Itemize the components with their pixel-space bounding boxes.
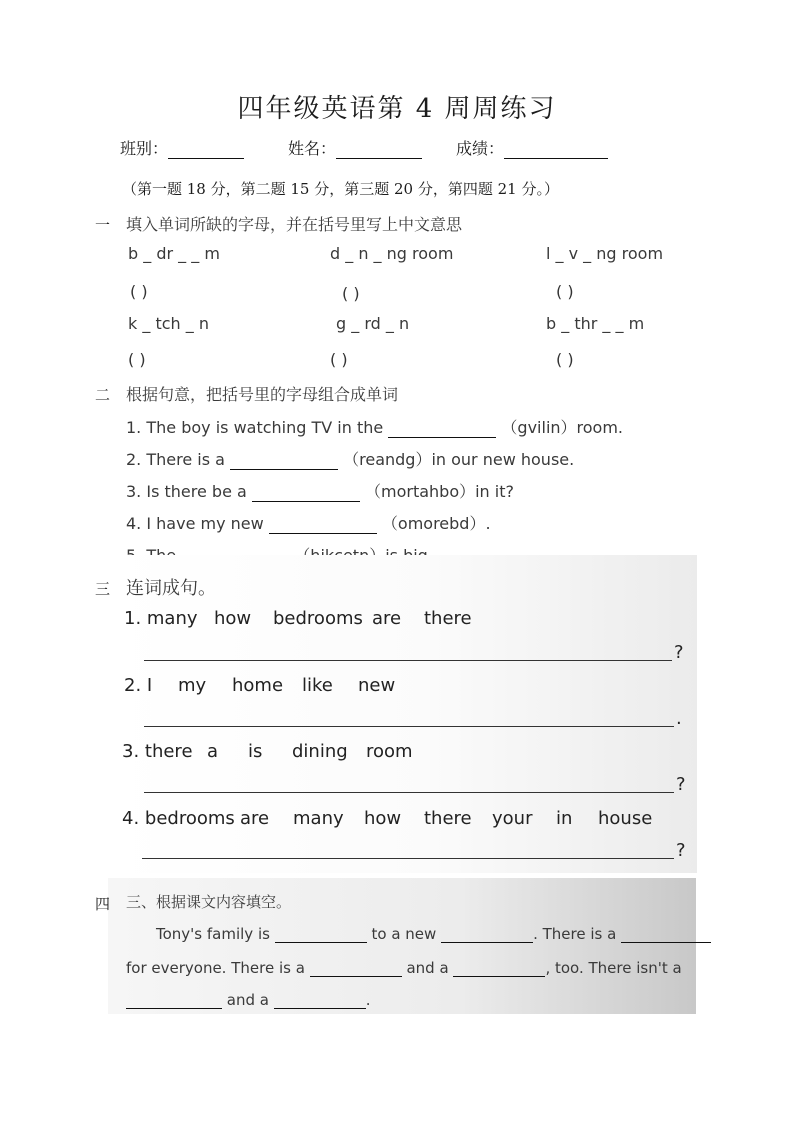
word-token: room	[366, 741, 413, 762]
word-token: my	[178, 675, 207, 696]
word-token: in	[556, 808, 573, 829]
end-punctuation: .	[676, 708, 682, 729]
section3-number: 三	[95, 580, 111, 598]
cloze-blank[interactable]	[621, 928, 711, 943]
section4-instruction: 三、根据课文内容填空。	[126, 893, 292, 911]
word-token: dining	[292, 741, 348, 762]
unscramble-item-2	[126, 447, 574, 470]
end-punctuation: ?	[674, 642, 684, 663]
letter-hint: （gvilin）room.	[501, 418, 624, 437]
word-token: house	[598, 808, 653, 829]
answer-line-4[interactable]	[142, 858, 674, 859]
answer-blank[interactable]	[230, 455, 338, 470]
unscramble-item-1	[126, 415, 623, 438]
answer-line-1[interactable]	[144, 660, 672, 661]
letter-hint: （mortahbo）in it?	[364, 482, 514, 501]
cloze-line-2	[126, 959, 682, 977]
word-token: 4. bedrooms	[122, 808, 235, 829]
word-token: are	[372, 608, 402, 629]
name-blank[interactable]	[336, 144, 422, 159]
word-token: home	[232, 675, 284, 696]
meaning-paren-1[interactable]: ( )	[130, 282, 148, 301]
cloze-blank[interactable]	[274, 994, 366, 1009]
word-token: are	[240, 808, 270, 829]
meaning-paren-4[interactable]: ( )	[128, 350, 146, 369]
word-blank-1: b _ dr _ _ m	[128, 244, 220, 263]
section1-instruction: 填入单词所缺的字母，并在括号里写上中文意思	[126, 215, 463, 234]
class-label: 班别：	[120, 139, 169, 158]
name-field	[288, 136, 422, 159]
meaning-paren-6[interactable]: ( )	[556, 350, 574, 369]
word-token: how	[214, 608, 252, 629]
cloze-blank[interactable]	[310, 962, 402, 977]
item-text: 1. The boy is watching TV in the	[126, 418, 384, 437]
section2-instruction: 根据句意，把括号里的字母组合成单词	[126, 385, 399, 404]
answer-line-2[interactable]	[144, 726, 674, 727]
word-token: 3. there	[122, 741, 193, 762]
item-text: 3. Is there be a	[126, 482, 247, 501]
meaning-paren-3[interactable]: ( )	[556, 282, 574, 301]
score-note: （第一题 18 分，第二题 15 分，第三题 20 分，第四题 21 分。）	[122, 180, 559, 198]
word-token: 1. many	[124, 608, 198, 629]
page-title: 四年级英语第 4 周周练习	[237, 94, 557, 124]
word-token: a	[207, 741, 219, 762]
unscramble-item-4	[126, 511, 491, 534]
class-blank[interactable]	[168, 144, 244, 159]
word-token: your	[492, 808, 533, 829]
meaning-paren-5[interactable]: ( )	[330, 350, 348, 369]
word-token: how	[364, 808, 402, 829]
cloze-blank[interactable]	[275, 928, 367, 943]
end-punctuation: ?	[676, 840, 686, 861]
answer-blank[interactable]	[269, 519, 377, 534]
cloze-text: for everyone. There is a	[126, 959, 305, 977]
section2-number: 二	[95, 386, 111, 404]
cloze-blank[interactable]	[441, 928, 533, 943]
cloze-text: Tony's family is	[156, 925, 270, 943]
cloze-text: , too. There isn't a	[545, 959, 682, 977]
class-field	[120, 136, 244, 159]
section3-instruction: 连词成句。	[126, 578, 216, 599]
end-punctuation: ?	[676, 774, 686, 795]
name-label: 姓名：	[288, 139, 337, 158]
cloze-text: and a	[406, 959, 449, 977]
cloze-blank[interactable]	[453, 962, 545, 977]
cloze-text: . There is a	[533, 925, 617, 943]
item-text: 4. I have my new	[126, 514, 264, 533]
unscramble-item-3	[126, 479, 514, 502]
word-token: many	[293, 808, 344, 829]
word-blank-3: l _ v _ ng room	[546, 244, 664, 263]
word-blank-4: k _ tch _ n	[128, 314, 209, 333]
answer-blank[interactable]	[388, 423, 496, 438]
word-token: new	[358, 675, 396, 696]
word-token: 2. I	[124, 675, 153, 696]
word-blank-6: b _ thr _ _ m	[546, 314, 645, 333]
answer-blank[interactable]	[252, 487, 360, 502]
cloze-blank[interactable]	[126, 994, 222, 1009]
word-token: is	[248, 741, 263, 762]
section4-number: 四	[95, 895, 111, 913]
section1-number: 一	[95, 216, 111, 234]
word-token: bedrooms	[273, 608, 363, 629]
score-field	[456, 136, 608, 159]
score-blank[interactable]	[504, 144, 608, 159]
answer-line-3[interactable]	[144, 792, 674, 793]
letter-hint: （reandg）in our new house.	[343, 450, 575, 469]
meaning-paren-2[interactable]: ( )	[342, 284, 360, 303]
score-label: 成绩：	[456, 139, 505, 158]
cloze-text: .	[365, 991, 371, 1009]
cloze-line-3	[126, 991, 371, 1009]
cloze-text: to a new	[371, 925, 437, 943]
item-text: 2. There is a	[126, 450, 225, 469]
word-blank-2: d _ n _ ng room	[330, 244, 454, 263]
word-token: there	[424, 608, 472, 629]
letter-hint: （omorebd）.	[381, 514, 491, 533]
word-blank-5: g _ rd _ n	[336, 314, 410, 333]
cloze-text: and a	[226, 991, 269, 1009]
word-token: like	[302, 675, 333, 696]
cloze-line-1	[156, 925, 711, 943]
word-token: there	[424, 808, 472, 829]
